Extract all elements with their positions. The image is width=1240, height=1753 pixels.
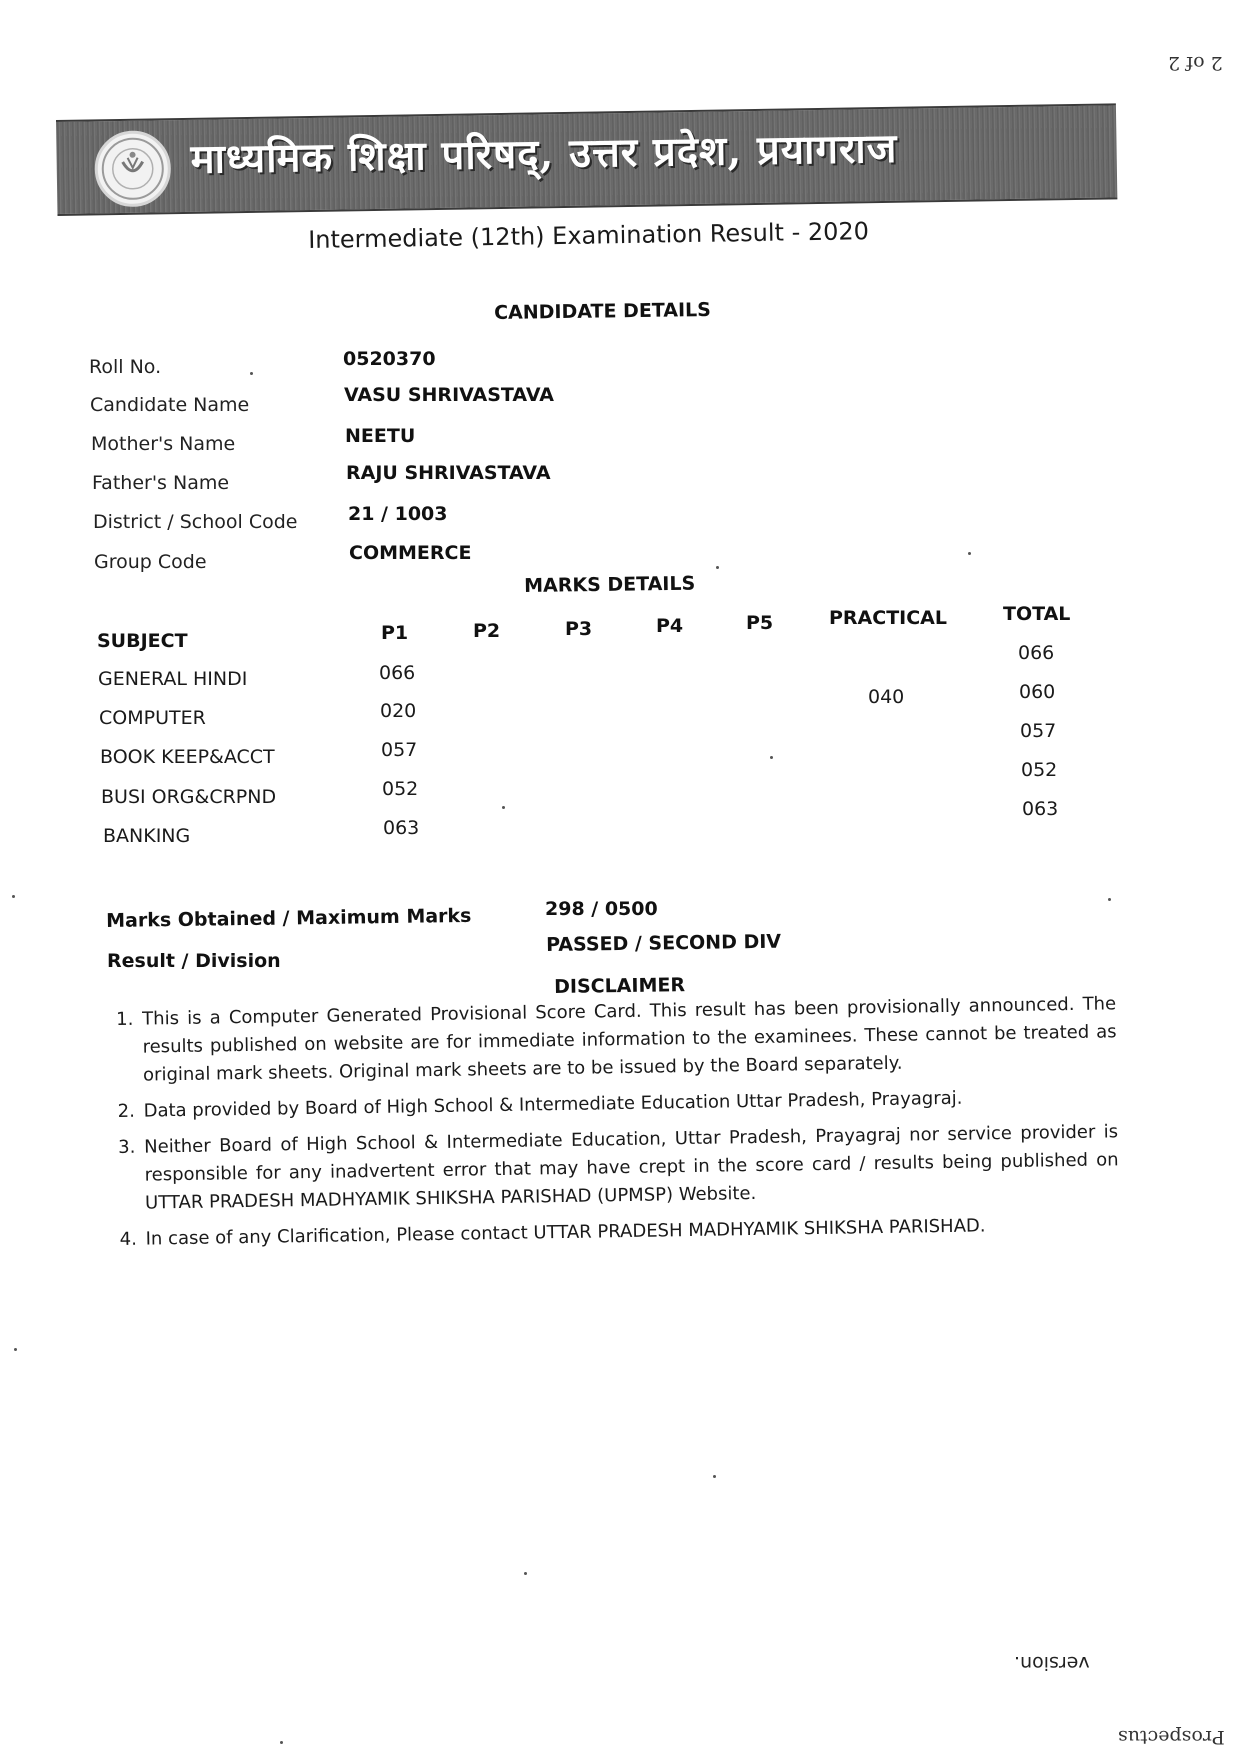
footer-prospectus-text: Prospectus [1118, 1726, 1225, 1748]
table-row-subject: GENERAL HINDI [98, 668, 248, 690]
column-header-p4: P4 [656, 615, 684, 637]
scan-speck [713, 1475, 716, 1478]
disclaimer-heading: DISCLAIMER [554, 974, 686, 998]
column-header-p3: P3 [565, 618, 593, 640]
column-header-p5: P5 [746, 612, 774, 634]
disclaimer-item [118, 1118, 1119, 1218]
scan-speck [250, 372, 253, 375]
table-row-p1: 066 [379, 662, 416, 684]
board-emblem-icon [94, 130, 171, 207]
disclaimer-item-number: 1. [116, 1008, 134, 1030]
disclaimer-item-number: 4. [119, 1228, 138, 1250]
table-row-p1: 057 [381, 739, 418, 761]
scan-speck [12, 895, 15, 898]
table-row-subject: BOOK KEEP&ACCT [100, 746, 275, 768]
table-row-subject: BUSI ORG&CRPND [101, 786, 277, 808]
disclaimer-item-text: In case of any Clarification, Please contact UTTAR PRADESH MADHYAMIK SHIKSHA PARISHAD. [145, 1215, 986, 1250]
district-school-code-value: 21 / 1003 [348, 503, 448, 525]
table-row-subject: COMPUTER [99, 707, 206, 729]
candidate-name-label: Candidate Name [90, 394, 250, 416]
table-row-total: 052 [1021, 759, 1058, 781]
board-name: माध्यमिक शिक्षा परिषद्, उत्तर प्रदेश, प्रयागराज [190, 124, 898, 183]
table-row-total: 066 [1018, 642, 1055, 664]
disclaimer-item [116, 990, 1117, 1090]
footer-version-text: version. [1014, 1652, 1090, 1674]
disclaimer-item-text: This is a Computer Generated Provisional Score Card. This result has been provisionally announced. The results published on website are for immediate information to the examinees. These cannot be treated as original mark sheets. Original mark sheets are to be issued by the Board separately. [142, 993, 1117, 1086]
result-division-value: PASSED / SECOND DIV [546, 930, 782, 956]
column-header-p1: P1 [381, 622, 409, 644]
scan-speck [280, 1741, 283, 1744]
result-division-label: Result / Division [107, 950, 281, 972]
scan-speck [14, 1348, 17, 1351]
disclaimer-item [117, 1082, 1117, 1126]
header-banner [56, 103, 1117, 216]
page-number: 2 of 2 [1168, 52, 1223, 74]
scan-speck [968, 552, 971, 555]
district-school-code-label: District / School Code [93, 511, 298, 533]
roll-no-label: Roll No. [89, 356, 162, 378]
marks-obtained-value: 298 / 0500 [545, 898, 658, 920]
scan-speck [770, 756, 773, 759]
father-name-value: RAJU SHRIVASTAVA [346, 462, 551, 484]
scan-speck [1108, 898, 1111, 901]
disclaimer-item [119, 1210, 1119, 1254]
exam-title: Intermediate (12th) Examination Result - 2020 [308, 217, 870, 254]
candidate-details-heading: CANDIDATE DETAILS [494, 298, 712, 324]
table-row-total: 060 [1019, 681, 1056, 703]
candidate-name-value: VASU SHRIVASTAVA [344, 384, 554, 406]
scan-speck [524, 1572, 527, 1575]
disclaimer-item-number: 2. [117, 1100, 136, 1122]
scan-speck [716, 566, 719, 569]
table-row-total: 063 [1022, 798, 1059, 820]
table-row-p1: 063 [383, 817, 420, 839]
father-name-label: Father's Name [92, 472, 230, 494]
column-header-p2: P2 [473, 620, 501, 642]
column-header-total: TOTAL [1003, 603, 1071, 625]
group-code-value: COMMERCE [349, 542, 472, 564]
marks-details-heading: MARKS DETAILS [524, 572, 696, 597]
roll-no-value: 0520370 [343, 348, 436, 370]
disclaimer-item-text: Neither Board of High School & Intermediate Education, Uttar Pradesh, Prayagraj nor service provider is responsible for any inadvertent error that may have crept in the score card / results being published on UTTAR PRADESH MADHYAMIK SHIKSHA PARISHAD (UPMSP) Website. [144, 1121, 1119, 1214]
mother-name-label: Mother's Name [91, 433, 236, 455]
group-code-label: Group Code [94, 551, 207, 573]
marks-obtained-label: Marks Obtained / Maximum Marks [106, 904, 472, 932]
table-row-practical: 040 [868, 686, 905, 708]
mother-name-value: NEETU [345, 425, 416, 447]
disclaimer-item-text: Data provided by Board of High School & Intermediate Education Uttar Pradesh, Prayagraj. [143, 1087, 963, 1122]
column-header-subject: SUBJECT [97, 630, 188, 652]
table-row-p1: 020 [380, 700, 417, 722]
table-row-subject: BANKING [103, 825, 191, 847]
disclaimer-item-number: 3. [118, 1136, 136, 1158]
table-row-p1: 052 [382, 778, 419, 800]
scan-speck [502, 806, 505, 809]
table-row-total: 057 [1020, 720, 1057, 742]
disclaimer-list [116, 990, 1120, 1262]
column-header-practical: PRACTICAL [829, 607, 947, 629]
